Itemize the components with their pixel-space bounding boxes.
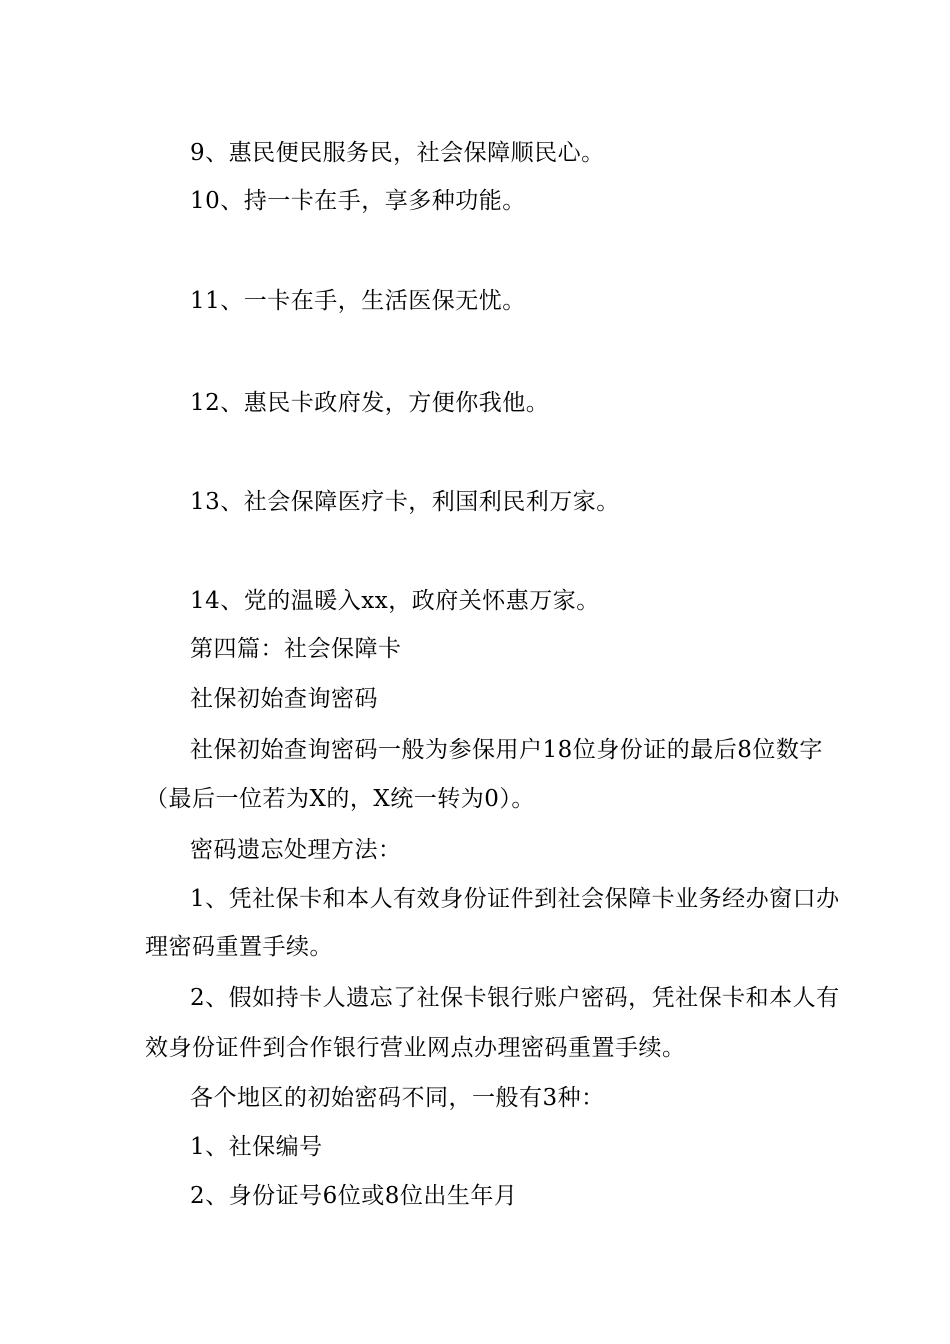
- paragraph1-line1: 社保初始查询密码一般为参保用户18位身份证的最后8位数字: [190, 737, 823, 763]
- slogan-13: 13、社会保障医疗卡，利国利民利万家。: [190, 489, 620, 515]
- method1-line2: 理密码重置手续。: [145, 934, 333, 960]
- initial-intro: 各个地区的初始密码不同，一般有3种：: [190, 1085, 605, 1111]
- method2-line2: 效身份证件到合作银行营业网点办理密码重置手续。: [145, 1035, 686, 1061]
- paragraph1-line2: （最后一位若为X的，X统一转为0）。: [145, 786, 535, 812]
- initial-type-1: 1、社保编号: [190, 1134, 323, 1160]
- slogan-14: 14、党的温暖入xx，政府关怀惠万家。: [190, 588, 600, 614]
- slogan-10: 10、持一卡在手，享多种功能。: [190, 188, 526, 214]
- slogan-11: 11、一卡在手，生活医保无忧。: [190, 288, 526, 314]
- initial-type-2: 2、身份证号6位或8位出生年月: [190, 1183, 518, 1209]
- forgot-heading: 密码遗忘处理方法：: [190, 837, 402, 863]
- section-title: 第四篇：社会保障卡: [190, 636, 402, 662]
- slogan-12: 12、惠民卡政府发，方便你我他。: [190, 390, 550, 416]
- subtitle: 社保初始查询密码: [190, 686, 378, 712]
- slogan-9: 9、惠民便民服务民，社会保障顺民心。: [190, 140, 605, 166]
- method2-line1: 2、假如持卡人遗忘了社保卡银行账户密码，凭社保卡和本人有: [190, 985, 840, 1011]
- method1-line1: 1、凭社保卡和本人有效身份证件到社会保障卡业务经办窗口办: [190, 886, 840, 912]
